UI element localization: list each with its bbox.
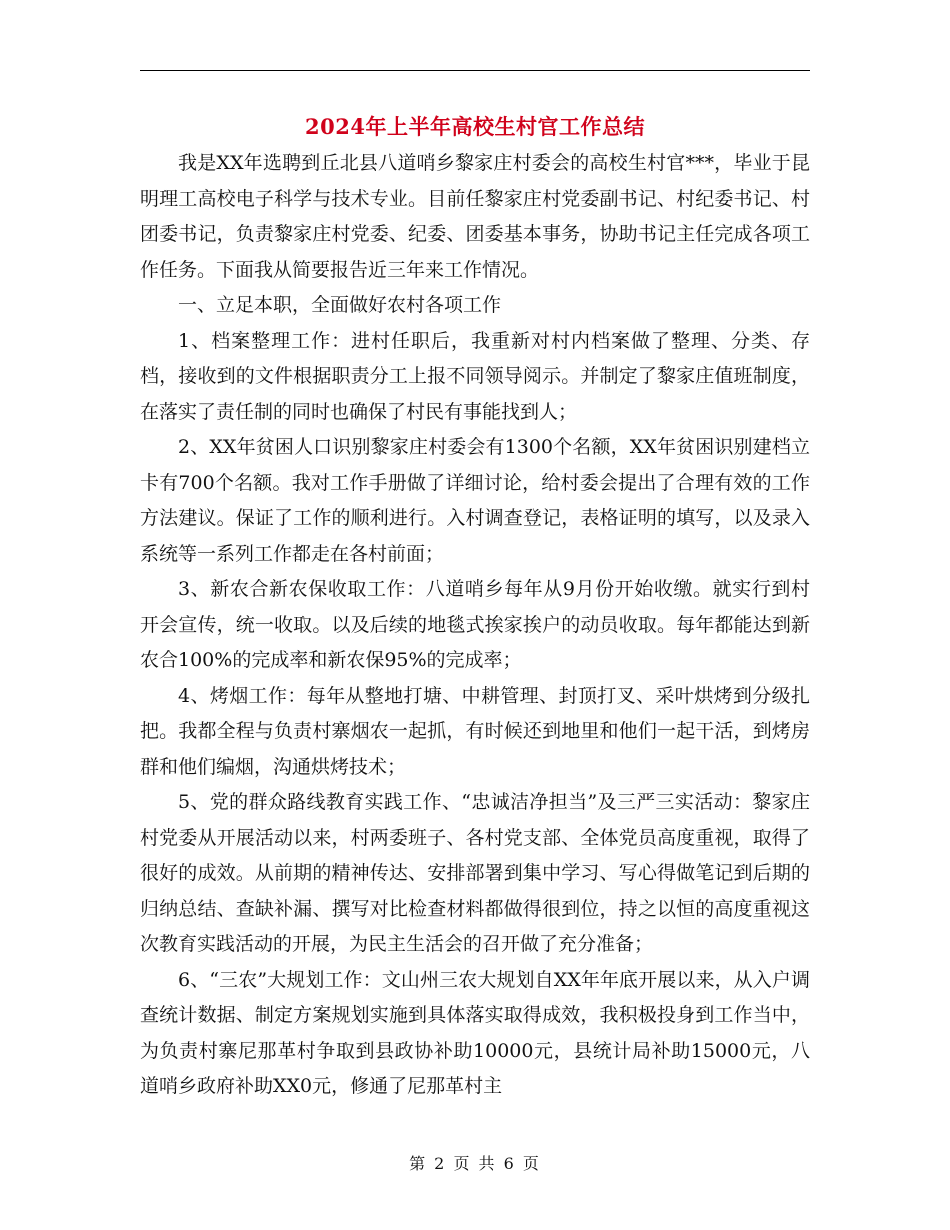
list-item-1: 1、档案整理工作：进村任职后，我重新对村内档案做了整理、分类、存档，接收到的文件根据职责分工上报不同领导阅示。并制定了黎家庄值班制度，在落实了责任制的同时也确保了村民有事能找到人； <box>140 329 810 423</box>
document-body <box>140 146 810 1105</box>
intro-paragraph: 我是XX年选聘到丘北县八道哨乡黎家庄村委会的高校生村官***，毕业于昆明理工高校电子科学与技术专业。目前任黎家庄村党委副书记、村纪委书记、村团委书记，负责黎家庄村党委、纪委、团委基本事务，协助书记主任完成各项工作任务。下面我从简要报告近三年来工作情况。 <box>140 152 810 281</box>
page-number-footer: 第 2 页 共 6 页 <box>409 1154 541 1173</box>
section-heading: 一、立足本职，全面做好农村各项工作 <box>178 294 502 316</box>
document-title: 2024年上半年高校生村官工作总结 <box>305 114 645 139</box>
list-item-4: 4、烤烟工作：每年从整地打塘、中耕管理、封顶打叉、采叶烘烤到分级扎把。我都全程与负责村寨烟农一起抓，有时候还到地里和他们一起干活，到烤房群和他们编烟，沟通烘烤技术； <box>140 684 810 778</box>
list-item-3: 3、新农合新农保收取工作：八道哨乡每年从9月份开始收缴。就实行到村开会宣传，统一收取。以及后续的地毯式挨家挨户的动员收取。每年都能达到新农合100%的完成率和新农保95%的完成率； <box>140 578 810 671</box>
list-item-5: 5、党的群众路线教育实践工作、“忠诚洁净担当”及三严三实活动：黎家庄村党委从开展活动以来，村两委班子、各村党支部、全体党员高度重视，取得了很好的成效。从前期的精神传达、安排部署到集中学习、写心得做笔记到后期的归纳总结、查缺补漏、撰写对比检查材料都做得很到位，持之以恒的高度重视这次教育实践活动的开展，为民主生活会的召开做了充分准备； <box>140 791 810 955</box>
header-rule <box>140 70 810 71</box>
list-item-6: 6、“三农”大规划工作：文山州三农大规划自XX年年底开展以来，从入户调查统计数据、制定方案规划实施到具体落实取得成效，我积极投身到工作当中，为负责村寨尼那革村争取到县政协补助10000元，县统计局补助15000元，八道哨乡政府补助XX0元，修通了尼那革村主 <box>140 968 810 1097</box>
list-item-2: 2、XX年贫困人口识别黎家庄村委会有1300个名额，XX年贫困识别建档立卡有700个名额。我对工作手册做了详细讨论，给村委会提出了合理有效的工作方法建议。保证了工作的顺利进行。入村调查登记，表格证明的填写，以及录入系统等一系列工作都走在各村前面； <box>140 436 810 565</box>
